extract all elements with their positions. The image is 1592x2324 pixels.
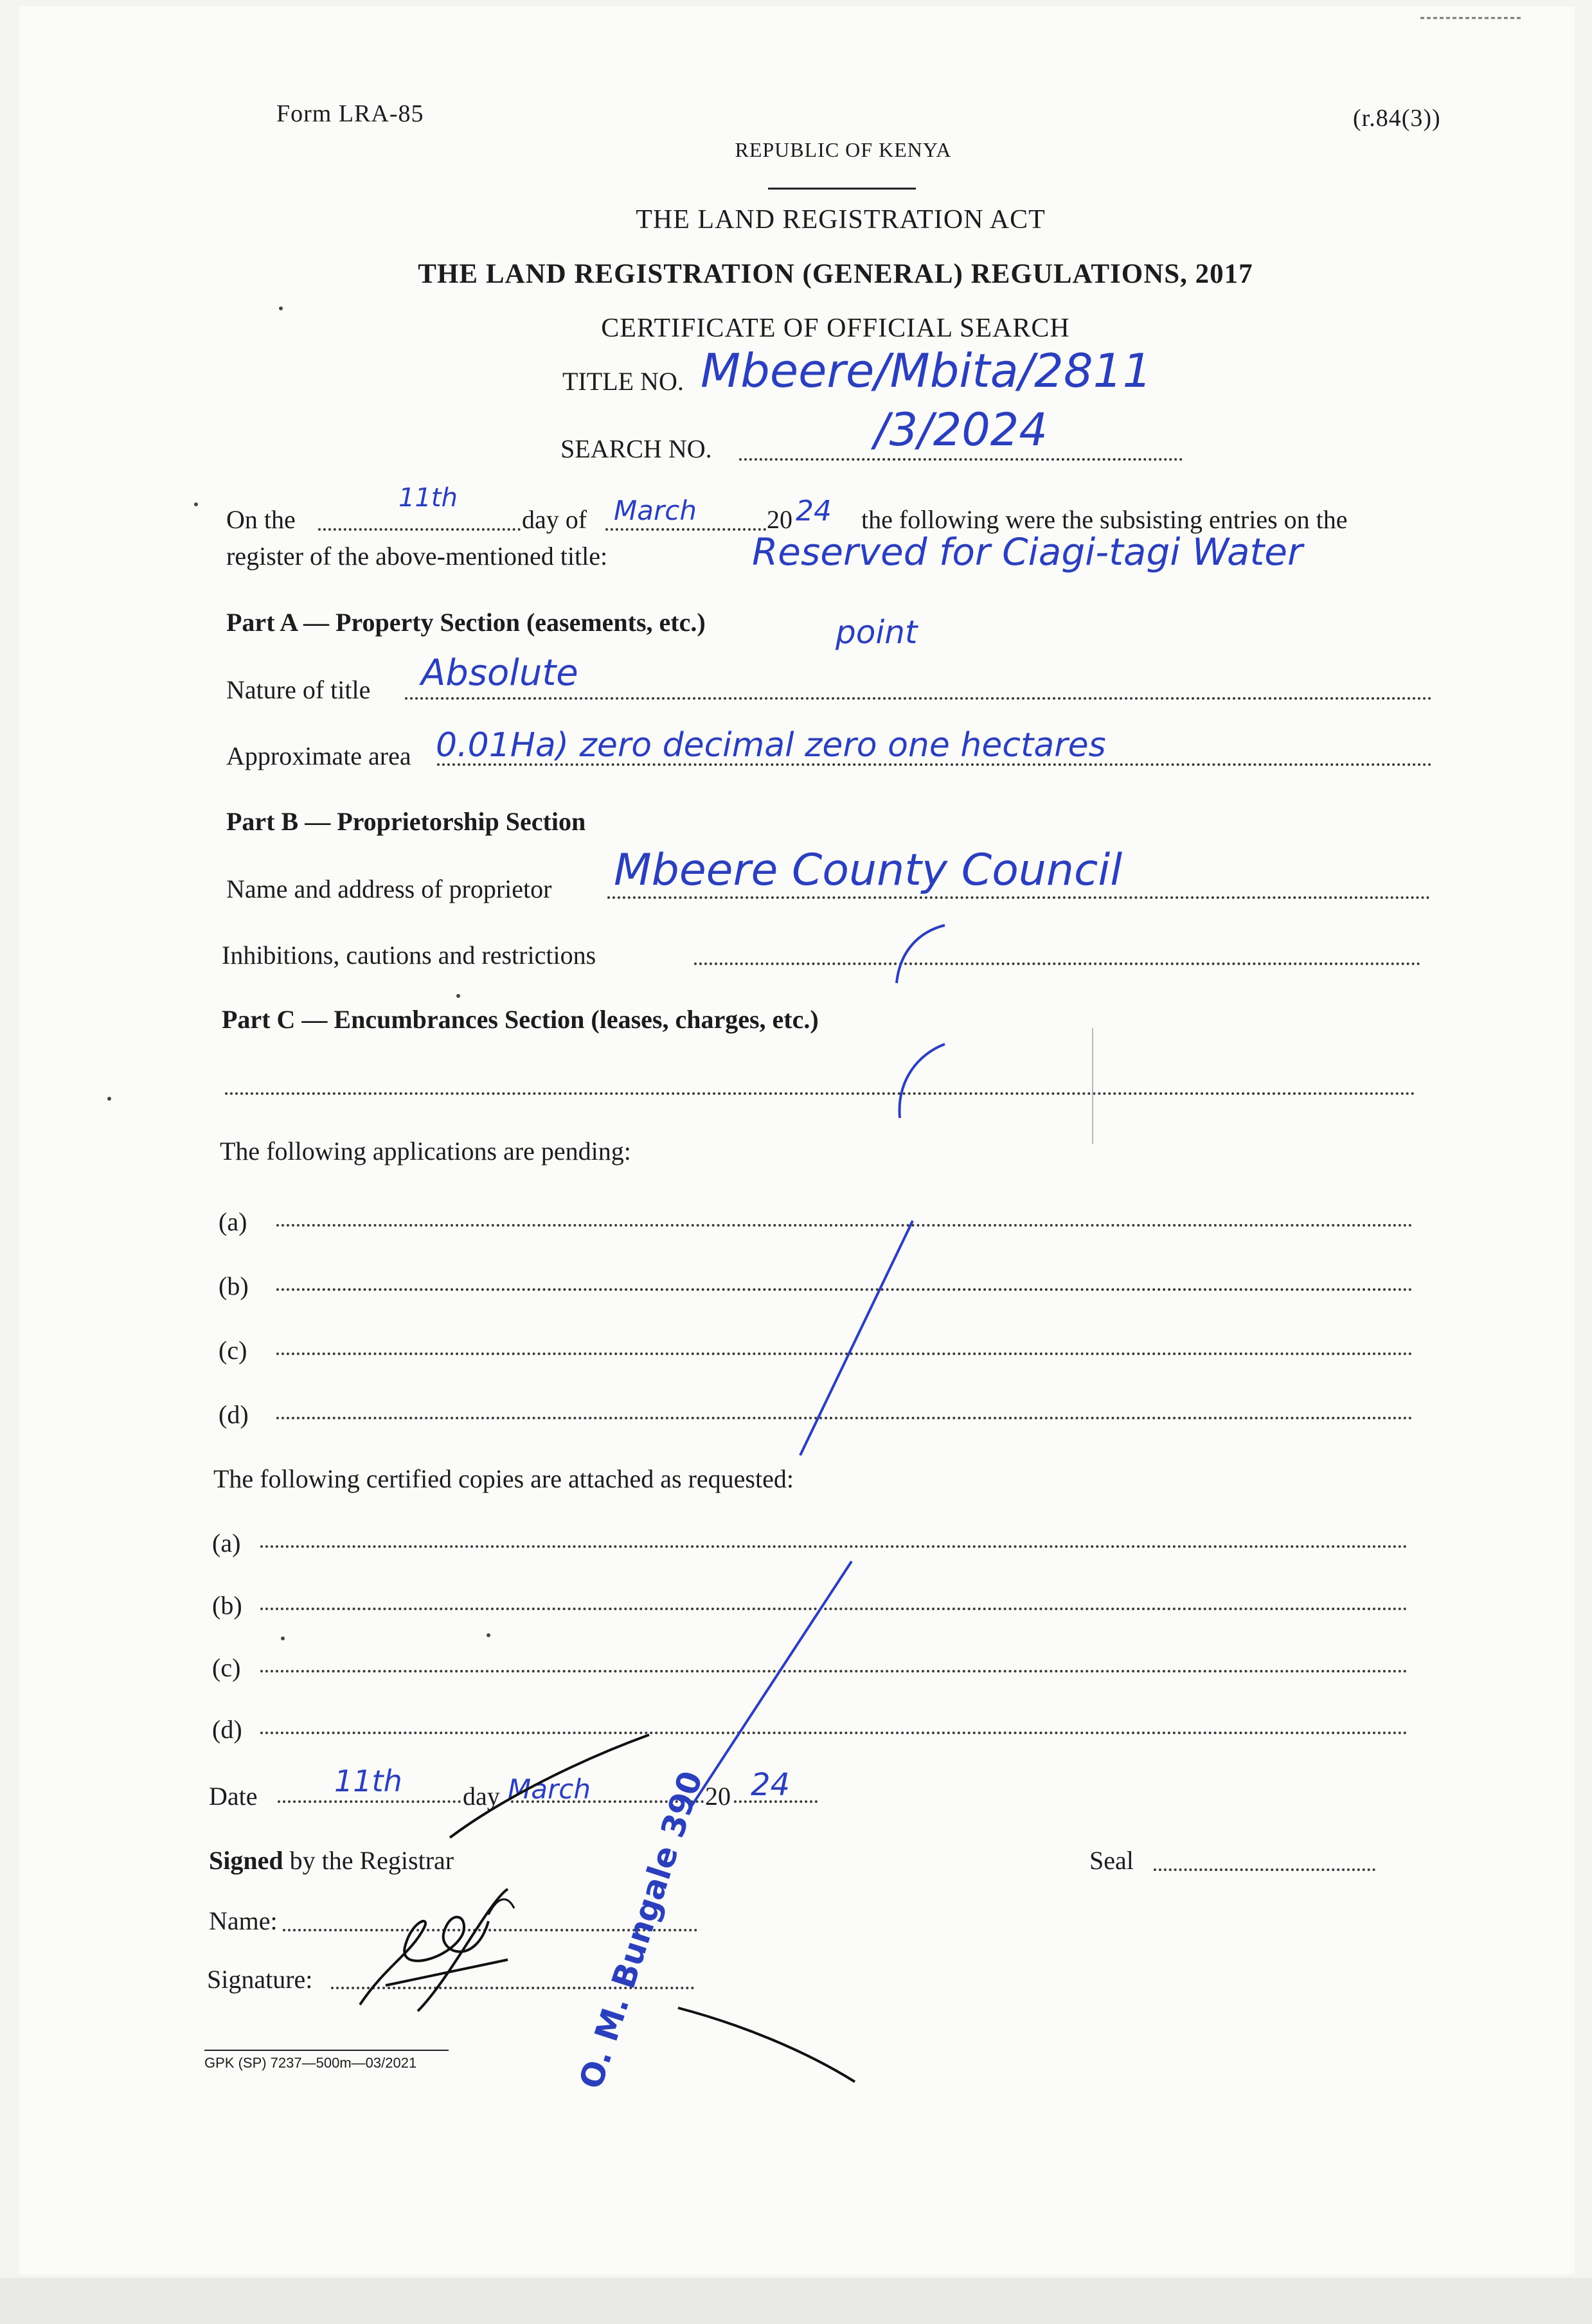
- signature-flourish: [488, 1899, 514, 1915]
- approximate-area-label: Approximate area: [226, 741, 411, 770]
- pending-item-label: (a): [219, 1207, 247, 1236]
- search-no-label: SEARCH NO.: [560, 434, 712, 463]
- intro-day-value: 11th: [398, 483, 458, 513]
- speck: [279, 306, 283, 310]
- signed-word: Signed: [209, 1846, 283, 1875]
- intro-year-value: 24: [796, 495, 832, 528]
- speck: [194, 502, 198, 506]
- date-year-prefix: 20: [705, 1782, 731, 1811]
- intro-month-value: March: [614, 495, 697, 526]
- strike-line-copies: [688, 1561, 852, 1812]
- date-day-value: 11th: [334, 1764, 402, 1798]
- certificate-heading: CERTIFICATE OF OFFICIAL SEARCH: [601, 314, 1070, 343]
- inhibitions-label: Inhibitions, cautions and restrictions: [222, 941, 596, 970]
- registrar-stamp-name: O. M. Bungale 390: [572, 1766, 710, 2093]
- print-code: GPK (SP) 7237—500m—03/2021: [204, 2055, 417, 2071]
- nature-of-title-value: Absolute: [421, 652, 578, 694]
- pending-item-label: (c): [219, 1336, 247, 1365]
- strike-line-inhibitions: [897, 925, 945, 983]
- title-no-value: Mbeere/Mbita/2811: [701, 344, 1152, 398]
- copies-heading: The following certified copies are attached as requested:: [213, 1464, 794, 1493]
- title-no-label: TITLE NO.: [562, 367, 684, 396]
- nature-of-title-label: Nature of title: [226, 675, 371, 704]
- signature-label: Signature:: [207, 1965, 313, 1994]
- part-c-heading: Part C — Encumbrances Section (leases, charges, etc.): [222, 1005, 819, 1034]
- intro-tail: the following were the subsisting entries on the: [861, 505, 1348, 534]
- search-no-value: /3/2024: [874, 404, 1048, 456]
- act-heading: THE LAND REGISTRATION ACT: [636, 205, 1046, 235]
- copies-item-label: (c): [212, 1653, 241, 1682]
- pending-item-label: (b): [219, 1272, 249, 1300]
- republic-heading: REPUBLIC OF KENYA: [735, 138, 952, 161]
- copies-item-label: (d): [212, 1715, 242, 1744]
- name-label: Name:: [209, 1906, 278, 1935]
- rule-reference: (r.84(3)): [1353, 105, 1441, 132]
- reserved-note: Reserved for Ciagi-tagi Water: [752, 530, 1303, 574]
- intro-line-two: register of the above-mentioned title:: [226, 542, 608, 571]
- copies-item-label: (a): [212, 1529, 241, 1557]
- on-the-label: On the: [226, 505, 296, 534]
- copies-item-label: (b): [212, 1591, 242, 1620]
- by-registrar: by the Registrar: [289, 1846, 454, 1875]
- speck: [456, 994, 460, 998]
- date-year-value: 24: [751, 1767, 791, 1803]
- speck: [107, 1097, 111, 1101]
- part-a-heading: Part A — Property Section (easements, etc.): [226, 608, 706, 637]
- proprietor-value: Mbeere County Council: [614, 845, 1123, 896]
- speck: [487, 1633, 490, 1637]
- date-month-value: March: [508, 1773, 591, 1805]
- pending-item-label: (d): [219, 1400, 249, 1429]
- regulations-heading: THE LAND REGISTRATION (GENERAL) REGULATIONS, 2017: [418, 259, 1253, 289]
- seal-label: Seal: [1089, 1846, 1134, 1875]
- strike-line-pending: [800, 1221, 913, 1455]
- part-b-heading: Part B — Proprietorship Section: [226, 807, 586, 836]
- proprietor-label: Name and address of proprietor: [226, 874, 552, 903]
- speck: [281, 1637, 285, 1640]
- day-of-label: day of: [522, 505, 587, 534]
- date-day-label: day: [463, 1782, 500, 1811]
- registrar-signature: [360, 1735, 649, 2011]
- form-number: Form LRA-85: [276, 100, 424, 127]
- reserved-note-cont: point: [836, 614, 918, 651]
- strike-line-encumbrances: [900, 1044, 945, 1118]
- year-prefix: 20: [767, 505, 792, 534]
- date-label: Date: [209, 1782, 258, 1811]
- pending-heading: The following applications are pending:: [220, 1137, 631, 1166]
- lower-stroke: [678, 2008, 855, 2082]
- approximate-area-value: 0.01Ha) zero decimal zero one hectares: [436, 726, 1106, 765]
